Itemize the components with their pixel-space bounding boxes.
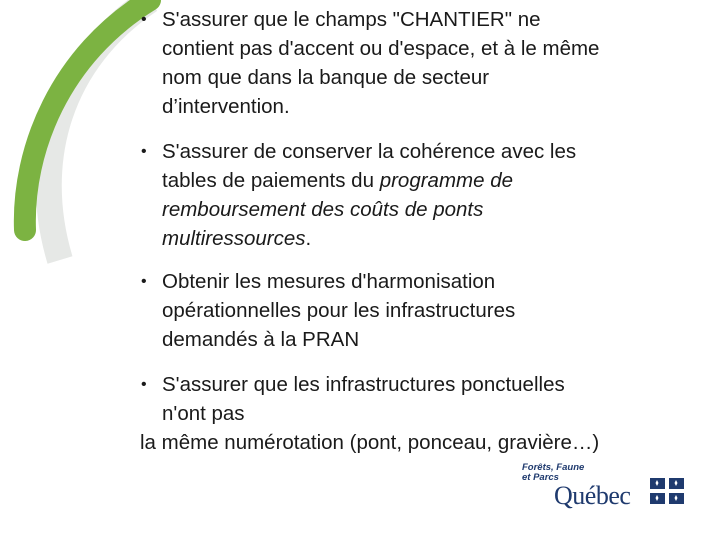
bullet-item	[141, 5, 600, 121]
bullet-item	[140, 370, 600, 457]
bullet-item	[141, 137, 577, 253]
fleurdelise-flag-icon	[650, 478, 684, 504]
quebec-logo	[522, 462, 692, 514]
bullet-line: multiressources.	[162, 227, 312, 250]
bullet-line: n'ont pas	[162, 402, 245, 425]
bullet-line: demandés à la PRAN	[162, 328, 360, 351]
quebec-wordmark: Québec	[554, 481, 631, 510]
ministry-name-line2: et Parcs	[522, 472, 559, 483]
bullet-line: opérationnelles pour les infrastructures	[162, 299, 516, 322]
italic-program-name: programme de	[379, 169, 513, 192]
bullet-line: S'assurer que les infrastructures ponctuelles	[162, 373, 565, 396]
bullet-marker: •	[141, 376, 147, 393]
bullet-line: S'assurer que le champs "CHANTIER" ne	[162, 8, 541, 31]
bullet-line: tables de paiements du programme de	[162, 169, 513, 192]
bullet-line: contient pas d'accent ou d'espace, et à le même	[162, 37, 600, 60]
ministry-name-line1: Forêts, Faune	[522, 462, 585, 473]
bullet-marker: •	[141, 11, 147, 28]
bullet-line-italic: remboursement des coûts de ponts	[162, 198, 484, 221]
bullet-line: d’intervention.	[162, 95, 290, 118]
bullet-line: S'assurer de conserver la cohérence avec les	[162, 140, 577, 163]
bullet-line: Obtenir les mesures d'harmonisation	[162, 270, 496, 293]
bullet-item	[141, 267, 516, 354]
bullet-marker: •	[141, 273, 147, 290]
bullet-line: la même numérotation (pont, ponceau, gravière…)	[140, 431, 600, 454]
bullet-marker: •	[141, 143, 147, 160]
bullet-line: nom que dans la banque de secteur	[162, 66, 490, 89]
